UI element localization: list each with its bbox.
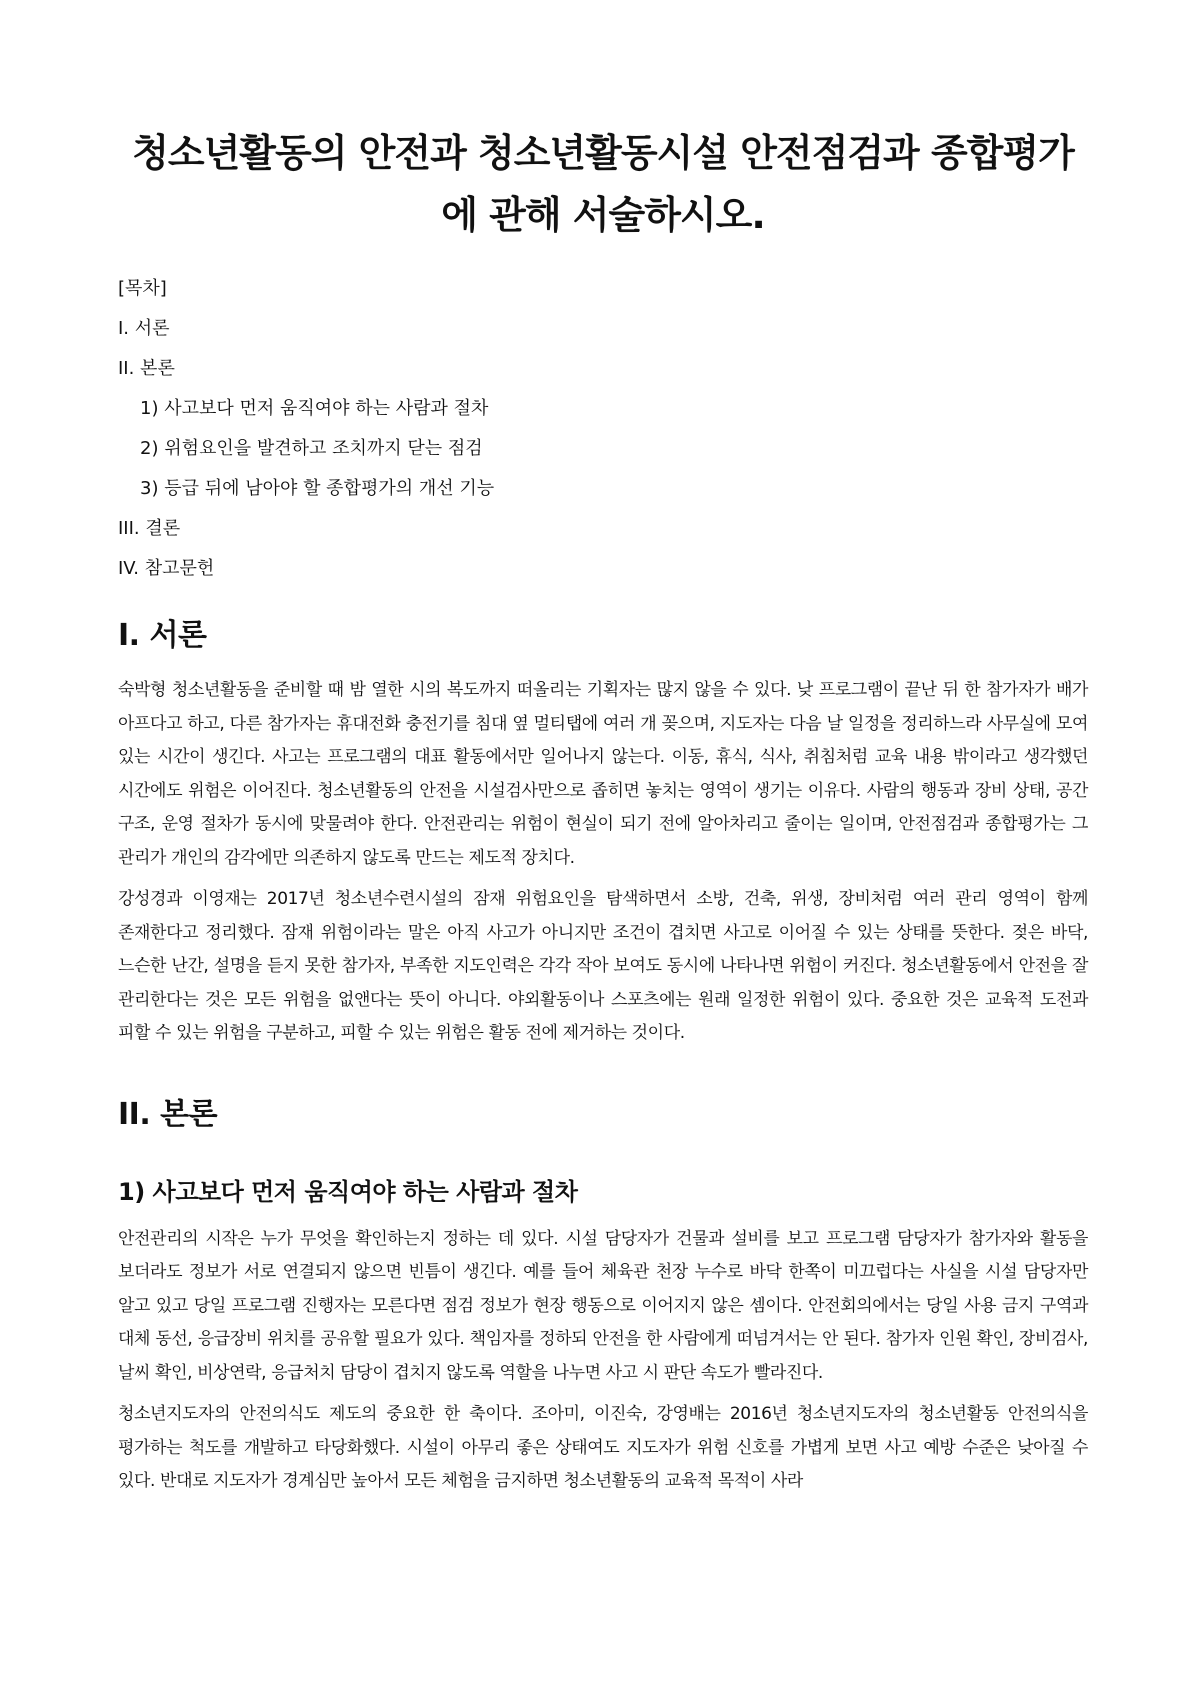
body-subsection-1-paragraph-2: 청소년지도자의 안전의식도 제도의 중요한 한 축이다. 조아미, 이진숙, 강영배는 2016년 청소년지도자의 청소년활동 안전의식을 평가하는 척도를 개발하고 타당화했다. 시설이 아무리 좋은 상태여도 지도자가 위험 신호를 가볍게 보면 사고 예방 수준은 낮아질 수 있다. 반대로 지도자가 경계심만 높아서 모든 체험을 금지하면 청소년활동의 교육적 목적이 사라 <box>118 1404 1088 1491</box>
table-of-contents <box>118 278 1088 580</box>
toc-item-body-1: 1) 사고보다 먼저 움직여야 하는 사람과 절차 <box>140 398 489 419</box>
intro-section <box>118 616 1088 1051</box>
toc-item-body-2: 2) 위험요인을 발견하고 조치까지 닫는 점검 <box>140 438 483 459</box>
toc-item-references: IV. 참고문헌 <box>118 558 215 579</box>
toc-item-body-3: 3) 등급 뒤에 남아야 할 종합평가의 개선 기능 <box>140 478 495 499</box>
body-subsection-1-heading: 1) 사고보다 먼저 움직여야 하는 사람과 절차 <box>118 1177 578 1206</box>
body-heading: II. 본론 <box>118 1096 218 1132</box>
toc-heading: [목차] <box>118 278 167 299</box>
body-section <box>118 1095 1088 1499</box>
intro-paragraph-2: 강성경과 이영재는 2017년 청소년수련시설의 잠재 위험요인을 탐색하면서 소방, 건축, 위생, 장비처럼 여러 관리 영역이 함께 존재한다고 정리했다. 잠재 위험이라는 말은 아직 사고가 아니지만 조건이 겹치면 사고로 이어질 수 있는 상태를 뜻한다. 젖은 바닥, 느슨한 난간, 설명을 듣지 못한 참가자, 부족한 지도인력은 각각 작아 보여도 동시에 나타나면 위험이 커진다. 청소년활동에서 안전을 잘 관리한다는 것은 모든 위험을 없앤다는 뜻이 아니다. 야외활동이나 스포츠에는 원래 일정한 위험이 있다. 중요한 것은 교육적 도전과 피할 수 있는 위험을 구분하고, 피할 수 있는 위험은 활동 전에 제거하는 것이다. <box>118 889 1089 1043</box>
toc-item-conclusion: III. 결론 <box>118 518 181 539</box>
document-title: 청소년활동의 안전과 청소년활동시설 안전점검과 종합평가에 관해 서술하시오. <box>132 131 1074 237</box>
body-subsection-1-paragraph-1: 안전관리의 시작은 누가 무엇을 확인하는지 정하는 데 있다. 시설 담당자가 건물과 설비를 보고 프로그램 담당자가 참가자와 활동을 보더라도 정보가 서로 연결되지 않으면 빈틈이 생긴다. 예를 들어 체육관 천장 누수로 바닥 한쪽이 미끄럽다는 사실을 시설 담당자만 알고 있고 당일 프로그램 진행자는 모른다면 점검 정보가 현장 행동으로 이어지지 않은 셈이다. 안전회의에서는 당일 사용 금지 구역과 대체 동선, 응급장비 위치를 공유할 필요가 있다. 책임자를 정하되 안전을 한 사람에게 떠넘겨서는 안 된다. 참가자 인원 확인, 장비검사, 날씨 확인, 비상연락, 응급처치 담당이 겹치지 않도록 역할을 나누면 사고 시 판단 속도가 빨라진다. <box>118 1228 1088 1383</box>
toc-item-intro: I. 서론 <box>118 318 170 339</box>
toc-item-body: II. 본론 <box>118 358 175 379</box>
intro-heading: I. 서론 <box>118 618 207 653</box>
intro-paragraph-1: 숙박형 청소년활동을 준비할 때 밤 열한 시의 복도까지 떠올리는 기획자는 많지 않을 수 있다. 낮 프로그램이 끝난 뒤 한 참가자가 배가 아프다고 하고, 다른 참가자는 휴대전화 충전기를 침대 옆 멀티탭에 여러 개 꽂으며, 지도자는 다음 날 일정을 정리하느라 사무실에 모여 있는 시간이 생긴다. 사고는 프로그램의 대표 활동에서만 일어나지 않는다. 이동, 휴식, 식사, 취침처럼 교육 내용 밖이라고 생각했던 시간에도 위험은 이어진다. 청소년활동의 안전을 시설검사만으로 좁히면 놓치는 영역이 생기는 이유다. 사람의 행동과 장비 상태, 공간 구조, 운영 절차가 동시에 맞물려야 한다. 안전관리는 위험이 현실이 되기 전에 알아차리고 줄이는 일이며, 안전점검과 종합평가는 그 관리가 개인의 감각에만 의존하지 않도록 만드는 제도적 장치다. <box>118 680 1088 868</box>
